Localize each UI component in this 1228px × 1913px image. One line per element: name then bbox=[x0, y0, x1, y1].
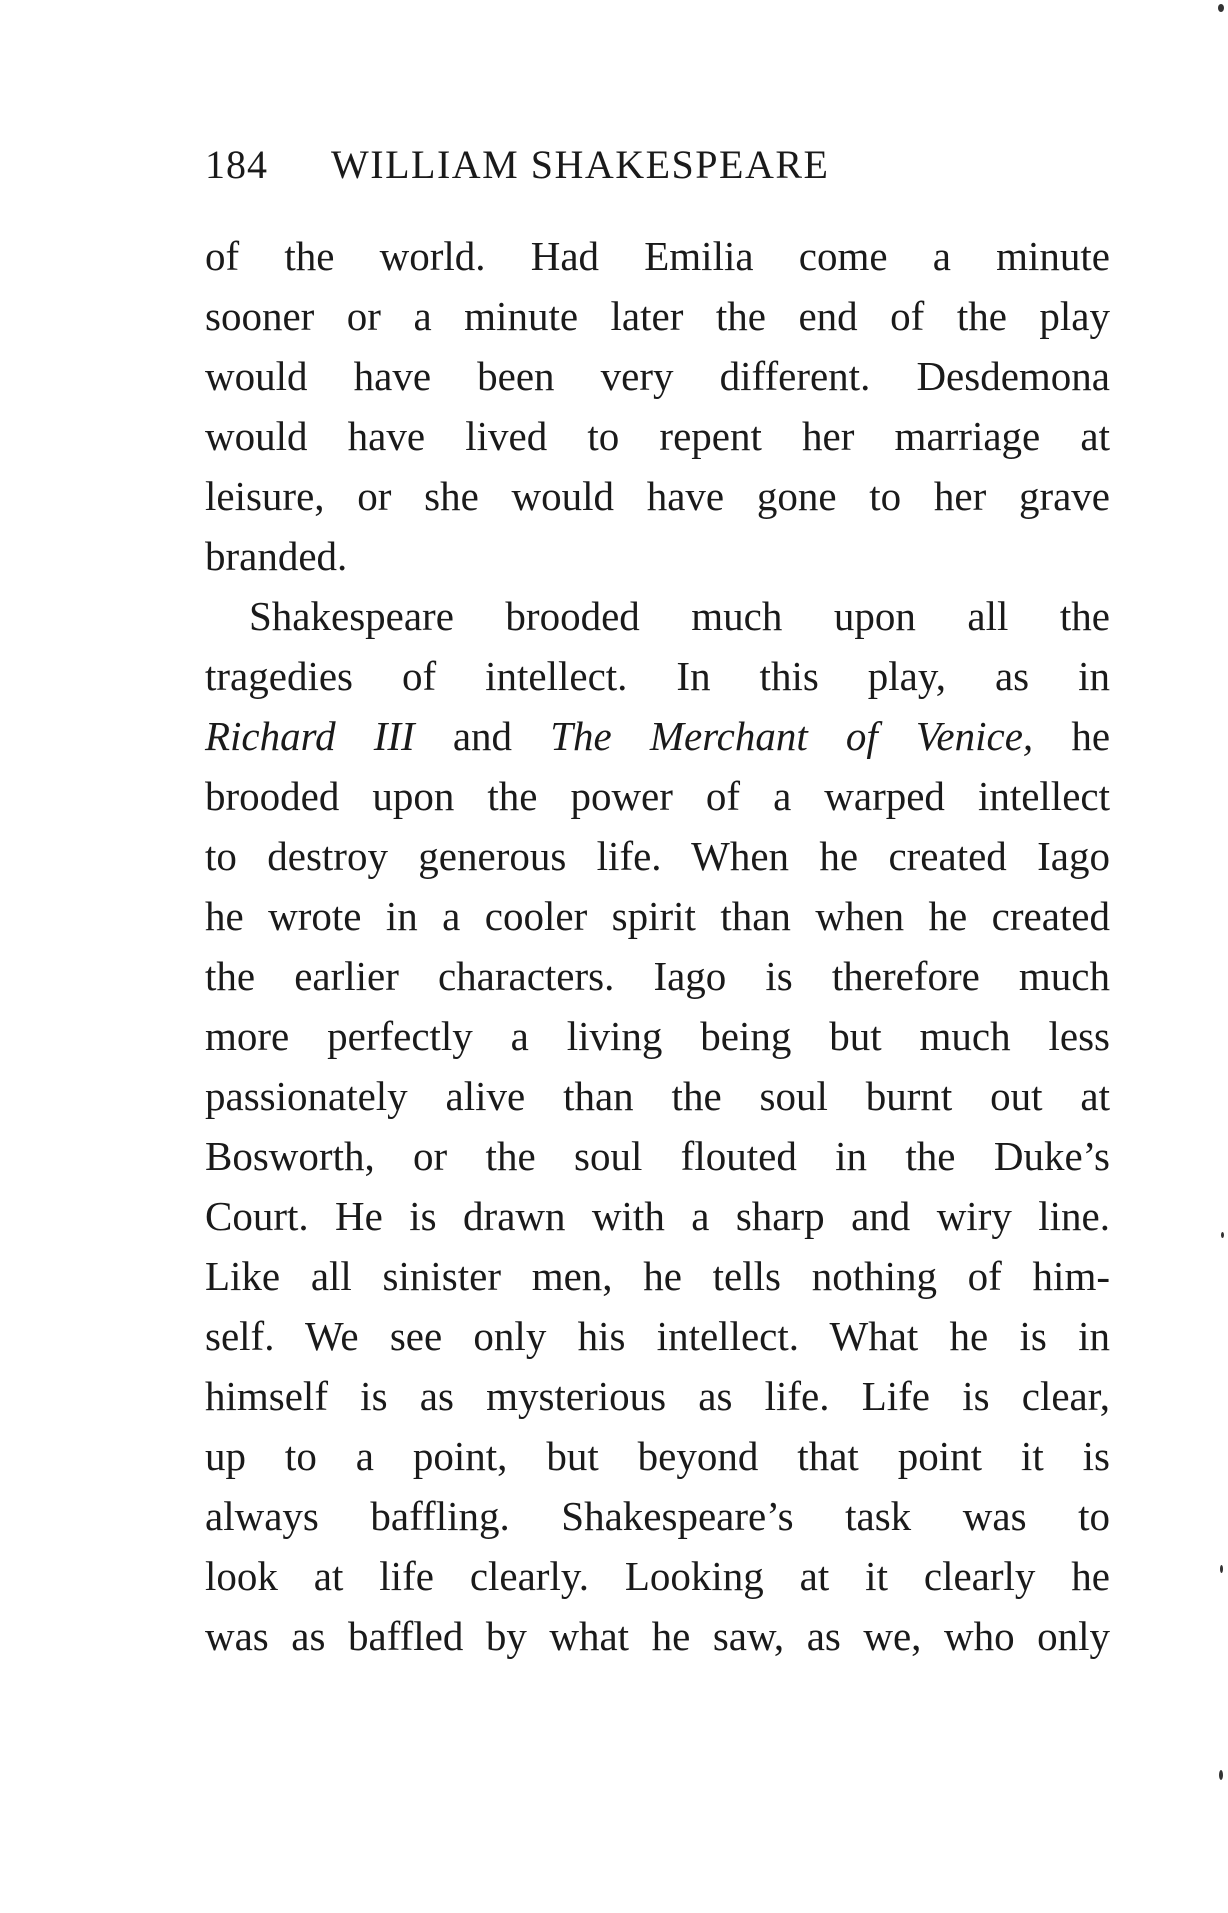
scan-speck bbox=[1219, 1770, 1223, 1780]
page-header bbox=[205, 140, 1105, 190]
text-line: Like all sinister men, he tells nothing of him- bbox=[205, 1253, 1110, 1299]
body-text bbox=[205, 226, 1110, 1666]
text-line: look at life clearly. Looking at it clearly he bbox=[205, 1553, 1110, 1599]
italic-title: Richard III bbox=[205, 713, 415, 759]
text-line: Shakespeare brooded much upon all the bbox=[249, 593, 1110, 639]
text-line: more perfectly a living being but much less bbox=[205, 1013, 1110, 1059]
text-line-with-titles bbox=[205, 706, 1110, 766]
connector-text: and bbox=[414, 713, 551, 759]
text-line: the earlier characters. Iago is therefore much bbox=[205, 953, 1110, 999]
italic-title: The Merchant of Venice, bbox=[550, 713, 1034, 759]
text-line: sooner or a minute later the end of the play bbox=[205, 293, 1110, 339]
text-line: branded. bbox=[205, 533, 348, 579]
text-line: would have lived to repent her marriage at bbox=[205, 413, 1110, 459]
text-line: was as baffled by what he saw, as we, who only bbox=[205, 1613, 1110, 1659]
text-line: leisure, or she would have gone to her grave bbox=[205, 473, 1110, 519]
running-title: WILLIAM SHAKESPEARE bbox=[331, 142, 830, 187]
text-line: up to a point, but beyond that point it is bbox=[205, 1433, 1110, 1479]
text-line: to destroy generous life. When he created Iago bbox=[205, 833, 1110, 879]
text-line: always baffling. Shakespeare’s task was to bbox=[205, 1493, 1110, 1539]
text-line: tragedies of intellect. In this play, as in bbox=[205, 653, 1110, 699]
scan-speck bbox=[1221, 1232, 1224, 1238]
text-line: self. We see only his intellect. What he is in bbox=[205, 1313, 1110, 1359]
page-number: 184 bbox=[205, 142, 268, 187]
text-line: brooded upon the power of a warped intellect bbox=[205, 773, 1110, 819]
text-line: passionately alive than the soul burnt out at bbox=[205, 1073, 1110, 1119]
text-line: Court. He is drawn with a sharp and wiry line. bbox=[205, 1193, 1110, 1239]
text-line: of the world. Had Emilia come a minute bbox=[205, 233, 1110, 279]
text-line: Bosworth, or the soul flouted in the Duke’s bbox=[205, 1133, 1110, 1179]
scan-speck bbox=[1220, 1565, 1223, 1573]
connector-text: he bbox=[1033, 713, 1111, 759]
text-line: he wrote in a cooler spirit than when he created bbox=[205, 893, 1110, 939]
text-line: himself is as mysterious as life. Life is clear, bbox=[205, 1373, 1110, 1419]
text-line: would have been very different. Desdemona bbox=[205, 353, 1110, 399]
scan-speck bbox=[1218, 4, 1224, 12]
